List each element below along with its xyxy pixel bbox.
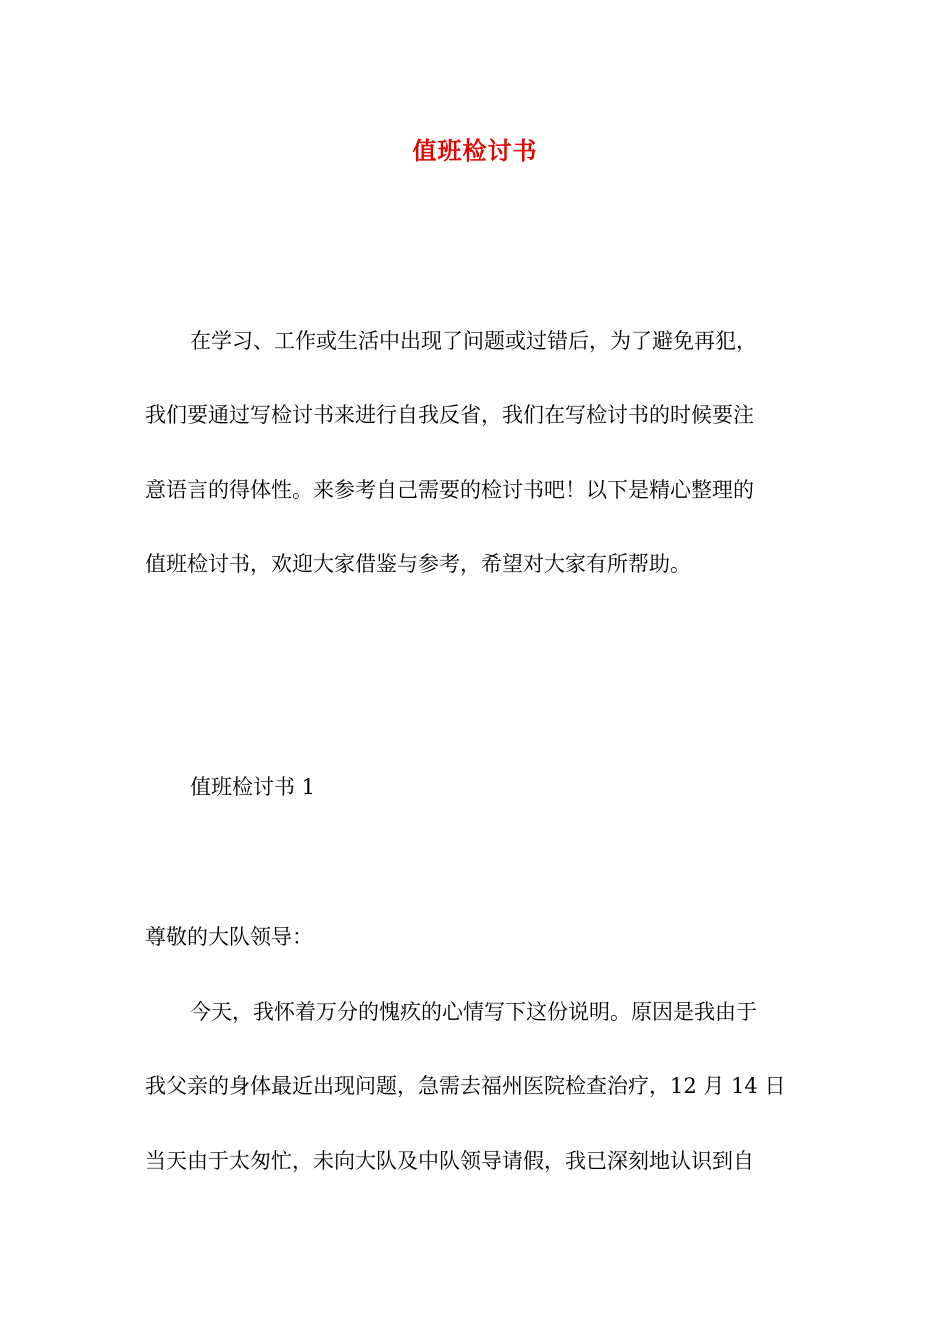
- body-line-2: 我父亲的身体最近出现问题，急需去福州医院检查治疗，12 月 14 日: [145, 1074, 786, 1098]
- intro-line-1: 在学习、工作或生活中出现了问题或过错后，为了避免再犯，: [190, 329, 757, 353]
- intro-line-3: 意语言的得体性。来参考自己需要的检讨书吧！以下是精心整理的: [145, 478, 754, 502]
- document-title: 值班检讨书: [412, 136, 538, 165]
- body-line-1: 今天，我怀着万分的愧疚的心情写下这份说明。原因是我由于: [190, 1000, 757, 1024]
- intro-line-2: 我们要通过写检讨书来进行自我反省，我们在写检讨书的时候要注: [145, 403, 754, 427]
- salutation: 尊敬的大队领导：: [145, 925, 313, 949]
- intro-line-4: 值班检讨书，欢迎大家借鉴与参考，希望对大家有所帮助。: [145, 552, 691, 576]
- section-heading: 值班检讨书 1: [190, 775, 316, 799]
- body-line-3: 当天由于太匆忙，未向大队及中队领导请假，我已深刻地认识到自: [145, 1149, 754, 1173]
